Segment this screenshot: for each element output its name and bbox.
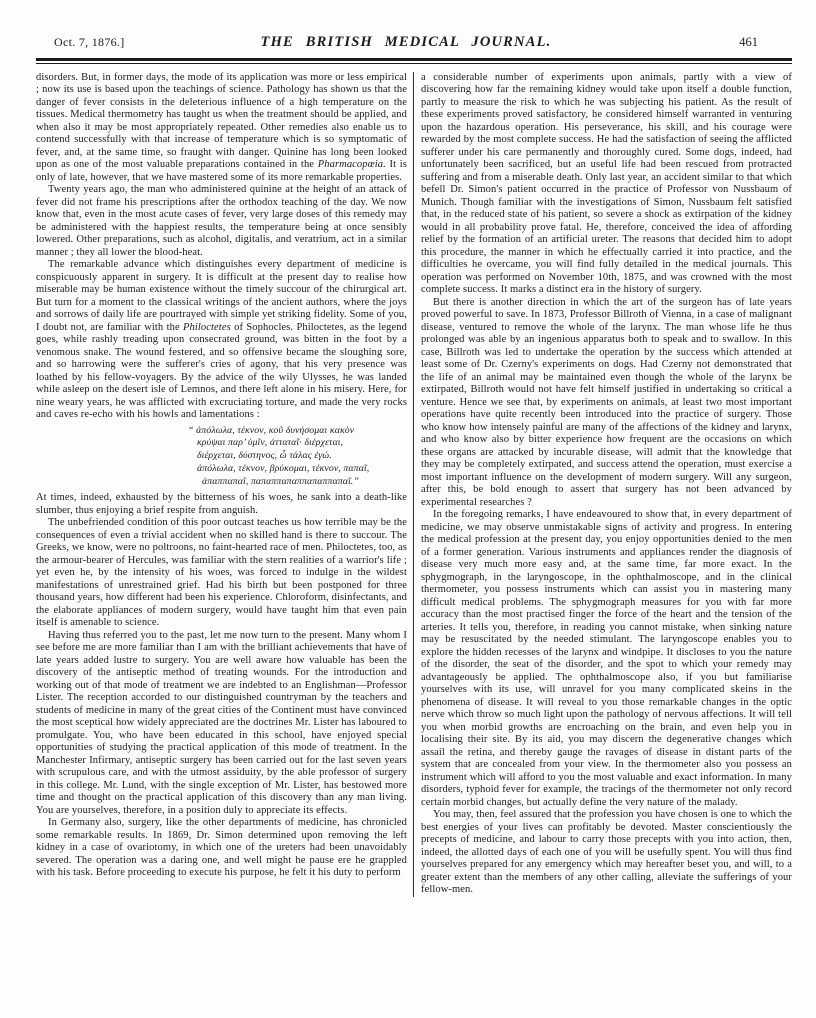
body-text: The remarkable advance which distinguishes every department of medicine is conspicuously apparent in surgery. It is difficult at the present day to realise how miserable may be human existence without the timely succour of the chirurgical art. But turn for a moment to the classical writings of the ancient authors, where the joys and sorrows of daily life are pourtrayed with simple yet striking fidelity. Some of you, I doubt not, are familiar with the (36, 259, 407, 333)
paragraph (421, 297, 792, 510)
left-column (36, 72, 413, 897)
greek-verse-quote (188, 425, 407, 489)
header-rule-thin (36, 63, 792, 64)
paragraph (36, 817, 407, 880)
paragraph (36, 184, 407, 259)
paragraph (36, 259, 407, 422)
body-text: disorders. But, in former days, the mode of its application was more or less empirical ; now its use is based upon the teachings of science. Pathology has shown us that the danger of fever consists in the deleterious influence of a high temperature on the tissues. Medical thermometry has taught us when the treatment should be applied, and when also it may be most appropriately repeated. Other remedies also enable us to contend successfully with that increase of temperature which is so symptomatic of fever, and, at the same time, so fraught with danger. Quinine has long been looked upon as one of the most valuable preparations contained in the (36, 71, 407, 170)
italic-text: Pharmacopœia. (317, 159, 386, 170)
journal-title: THE BRITISH MEDICAL JOURNAL. (260, 34, 552, 50)
body-text: In the foregoing remarks, I have endeavoured to show that, in every department of medicine, we may observe unmistakable signs of activity and progress. In entering the medical profession at the present day, you enjoy opportunities denied to the men of a former generation. Various instruments and appliances render the diagnosis of disease very much more easy and, at the same time, far more exact. In the sphygmograph, in the laryngoscope, in the ophthalmoscope, and in the clinical thermometer, you possess instruments which can assist you in mastering many difficult medical problems. The sphygmograph measures for you with far more accuracy than the most practised finger the force of the heart and the tension of the arteries. It tells you, therefore, in reading you cannot mistake, when sinking nature may be resuscitated by the needed stimulant. The laryngoscope enables you to explore the hidden recesses of the larynx and windpipe. It discloses to you the nature of the disorder, the seat of the disorder, and the spot to which your remedy may advantageously be applied. The ophthalmoscope also, if you but familiarise yourselves with its use, will unravel for you many complicated skeins in the phenomena of disease. It will reveal to you those remarkable changes in the optic nerve which throw so much light upon the pathology of nervous affections. It will tell you when morbid growths are encroaching on the brain, and even help you in localising their site. By its aid, you may discern the degenerative changes which assail the retina, and thereby gauge the ravages of disease in distant parts of the system that are concealed from your view. In the thermometer also you possess an instrument which will afford to you the most valuable and exact information. In many disorders, typhoid fever for example, the tracings of the thermometer not only record certain morbid changes, but actually define the very nature of the malady. (421, 509, 792, 808)
header-rule-thick (36, 58, 792, 61)
issue-date: Oct. 7, 1876.] (54, 35, 125, 49)
body-text: of Sophocles. Philoctetes, as the legend goes, while rashly treading upon consecrated ground, was bitten in the foot by a venomous snake. The wound festered, and so offensive became the sloughing sore, and so harrowing were the sufferer's cries of agony, that his very presence was loathed by his fellow-voyagers. By the advice of the wily Ulysses, he was landed while asleep on the desert isle of Lemnos, and there left alone in his misery. Here, for nine weary years, he was afflicted with excruciating torture, and made the very rocks and caves re-echo with his howls and lamentations : (36, 321, 407, 420)
page-number: 461 (739, 35, 758, 49)
page-header (36, 34, 792, 51)
paragraph (36, 492, 407, 517)
verse-line: “ ἀπόλωλα, τέκνον, κοῦ δυνήσομαι κακὸν (188, 424, 355, 436)
paragraph (36, 517, 407, 630)
body-text: The unbefriended condition of this poor outcast teaches us how terrible may be the consequences of even a trivial accident when no skilled hand is there to succour. The Greeks, we know, were no poltroons, no faint-hearted race of men. Philoctetes, too, as the armour-bearer of Hercules, was familiar with the stern realities of a warrior's life ; yet even he, by the intensity of his woes, was forced to indulge in the wildest manifestations of unrestrained grief. Had his birth but been postponed for three thousand years, how different had been his experience. Chloroform, disinfectants, and the elaborate appliances of modern surgery, would have taught him that even pain itself is amenable to science. (36, 517, 407, 629)
body-text: Twenty years ago, the man who administered quinine at the height of an attack of fever did not frame his prescriptions after the orthodox teaching of the day. We now know that, even in the most acute cases of fever, very large doses of this remedy may be administered with the happiest results, the temperature being at once sensibly lowered. Other preparations, such as alcohol, digitalis, and veratrium, act in a similar manner ; they all lower the blood-heat. (36, 184, 407, 258)
body-text: In Germany also, surgery, like the other departments of medicine, has chronicled some remarkable results. In 1869, Dr. Simon determined upon removing the left kidney in a case of ovariotomy, in which one of the ureters had been unavoidably severed. The operation was a daring one, and well might he pause ere he grappled with his task. Before proceeding to execute his purpose, he felt it his duty to perform (36, 817, 407, 879)
body-text: You may, then, feel assured that the profession you have chosen is one to which the best energies of your lives can profitably be devoted. Master conscientiously the precepts of medicine, and labour to carry those precepts with you into action, then, indeed, the allotted days of each one of you will be usefully spent. You will thus find yourselves prepared for any emergency which may hereafter beset you, and will, to a greater extent than the members of any other calling, alleviate the sufferings of your fellow-men. (421, 809, 792, 895)
right-column (413, 72, 792, 897)
verse-line: ἀπόλωλα, τέκνον, βρύκομαι, τέκνον, παπαῖ, (197, 462, 370, 474)
body-text: Having thus referred you to the past, let me now turn to the present. Many whom I see before me are more familiar than I am with the brilliant achievements that have of late years added lustre to surgery. You are well aware how valuable has been the discovery of the antiseptic method of treating wounds. For the introduction and working out of that mode of treatment we are indebted to an Englishman—Professor Lister. The reception accorded to our distinguished countryman by the teachers and students of medicine in many of the great cities of the Continent must have convinced the most sceptical how widely appreciated are the doctrines Mr. Lister has laboured to promulgate. You, who have been educated in this school, have enjoyed special opportunities of studying the practical application of this mode of treatment. In the Manchester Infirmary, antiseptic surgery has been carried out for the last seven years with scrupulous care, and with the utmost assiduity, by the able professor of surgery in this college. Mr. Lund, with the single exception of Mr. Lister, has bestowed more time and thought on the practical application of this discovery than any man living. You are yourselves, therefore, in a position duly to appreciate its effects. (36, 629, 407, 816)
paragraph (421, 72, 792, 297)
paragraph (36, 630, 407, 818)
text-columns (36, 72, 792, 897)
paragraph (421, 509, 792, 809)
body-text: But there is another direction in which the art of the surgeon has of late years proved powerful to save. In 1873, Professor Billroth of Vienna, in a case of malignant disease, ventured to remove the whole of the larynx. The man whose life he thus prolonged was able by an ingenious apparatus both to speak and to swallow. In this case, Billroth was led to undertake the operation by the success which attended at least some of Dr. Czerny's experiments on dogs. Had Czerny not demonstrated that the life of an animal may be maintained even though the whole of the larynx be extirpated, Billroth would not have felt himself justified in undertaking so critical a venture. Hence we see that, by experiments on animals, at least two most important operations have quite recently been introduced into the practice of surgery. Those who know how intensely painful are many of the affections of the kidney and larynx, and who know also by bitter experience how frequent are the occasions on which these organs are attacked by incurable disease, will admit that the knowledge that they may be completely extirpated, and success attend the operation, must exercise a most important influence on the development of modern surgery. Will any surgeon, after this, be bold enough to assert that surgery has not been advanced by experimental researches ? (421, 296, 792, 508)
body-text: a considerable number of experiments upon animals, partly with a view of discovering how far the remaining kidney would take upon itself a double function, partly to measure the risk to which he was subjecting his patient. As the result of these experiments proved satisfactory, he considered himself warranted in venturing upon the hazardous operation. His perseverance, his skill, and his courage were rewarded by the most complete success. He had the satisfaction of seeing the afflicted sufferer under his care permanently and thoroughly cured. Some dogs, indeed, had unfortunately been sacrificed, but an useful life had been rescued from protracted suffering and from a miserable death. Only last year, an accident similar to that which befell Dr. Simon's patient occurred in the practice of Professor von Nussbaum of Munich. Though familiar with the investigations of Simon, Nussbaum felt satisfied that, in the reduced state of his patient, so severe a shock as extirpation of the kidney would in all probability prove fatal. He, therefore, conceived the idea of affording relief by the formation of an artificial ureter. The reasons that decided him to adopt this procedure, the manner in which he effectually carried it into practice, and the difficulties he overcame, you will find fully detailed in the medical journals. This operation was performed on November 10th, 1875, and was crowned with the most complete success. It marks a distinct era in the history of surgery. (421, 71, 792, 295)
body-text: It is only of late, however, that we have mastered some of its more remarkable properties. (36, 159, 407, 183)
verse-line: κρύψαι παρ’ ὑμῖν, ἀτταταῖ· διέρχεται, (197, 437, 344, 449)
paragraph (36, 72, 407, 185)
body-text: At times, indeed, exhausted by the bitterness of his woes, he sank into a death-like slumber, thus enjoying a brief respite from anguish. (36, 492, 407, 516)
verse-line: ἀπαππαπαῖ, παπαππαπαππαπαππαπαῖ.” (202, 475, 359, 487)
italic-text: Philoctetes (183, 321, 231, 333)
verse-line: διέρχεται, δύστηνος, ὦ τάλας ἐγώ. (197, 450, 332, 462)
paragraph (421, 809, 792, 897)
